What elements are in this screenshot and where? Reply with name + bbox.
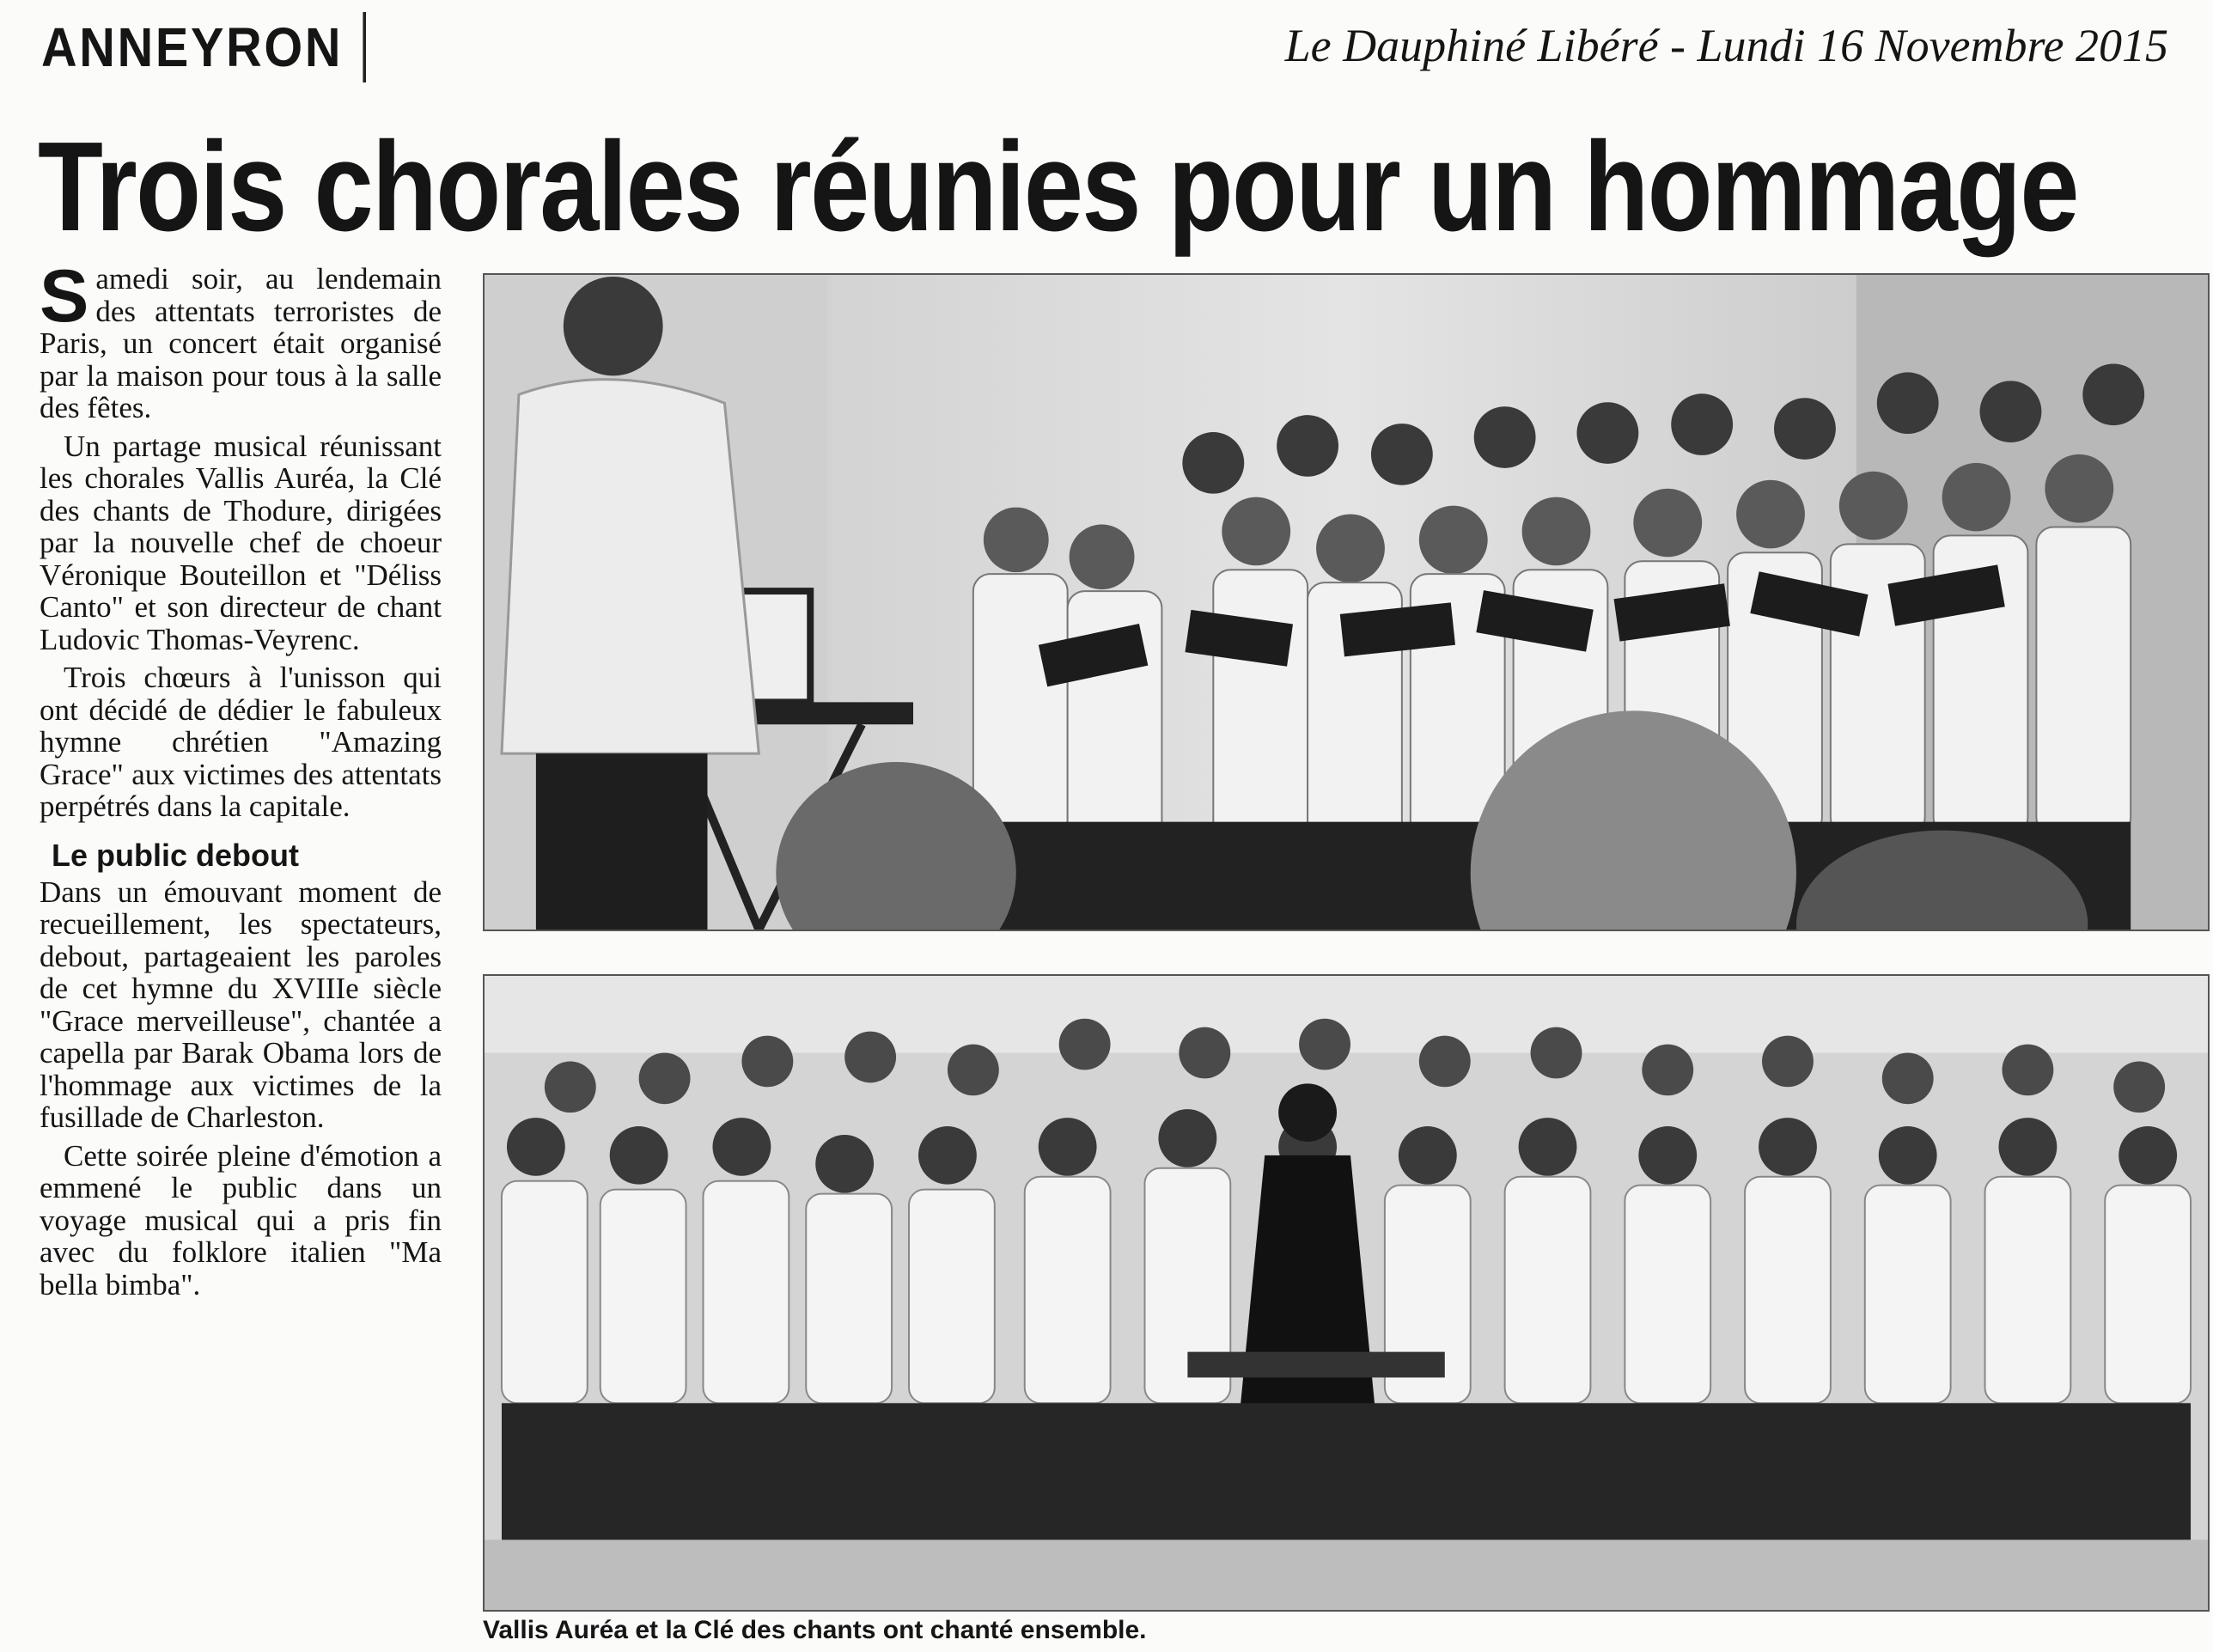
paragraph-4: Dans un émouvant moment de recueillement, les spectateurs, debout, partageaient les paroles de cet hymne du XVIIIe siècle "Grace merveilleuse", chantée a capella par Barak Obama lors de l'hommage aux victimes de la fusillade de Charleston. — [40, 875, 442, 1134]
photo-conductor-choir — [483, 273, 2210, 931]
headline: Trois chorales réunies pour un hommage — [38, 116, 2078, 258]
paragraph-3: Trois chœurs à l'unisson qui ont décidé de dédier le fabuleux hymne chrétien "Amazing Grace" aux victimes des attentats perpétrés dans la capitale. — [40, 661, 442, 823]
article-body — [40, 255, 442, 1307]
photo-caption: Vallis Auréa et la Clé des chants ont chanté ensemble. — [483, 1616, 1147, 1644]
subheading: Le public debout — [52, 837, 299, 873]
source-line: Le Dauphiné Libéré - Lundi 16 Novembre 2015 — [1284, 20, 2168, 71]
photo-choirs-together — [483, 974, 2210, 1612]
paragraph-5: Cette soirée pleine d'émotion a emmené le public dans un voyage musical qui a pris fin avec du folklore italien "Ma bella bimba". — [40, 1138, 442, 1301]
section-tag: ANNEYRON — [41, 12, 366, 82]
paragraph-1: Samedi soir, au lendemain des attentats terroristes de Paris, un concert était organisé par la maison pour tous à la salle des fêtes. — [40, 255, 442, 424]
paragraph-2: Un partage musical réunissant les chorales Vallis Auréa, la Clé des chants de Thodure, dirigées par la nouvelle chef de choeur Véronique Bouteillon et "Déliss Canto" et son directeur de chant Ludovic Thomas-Veyrenc. — [40, 429, 442, 656]
